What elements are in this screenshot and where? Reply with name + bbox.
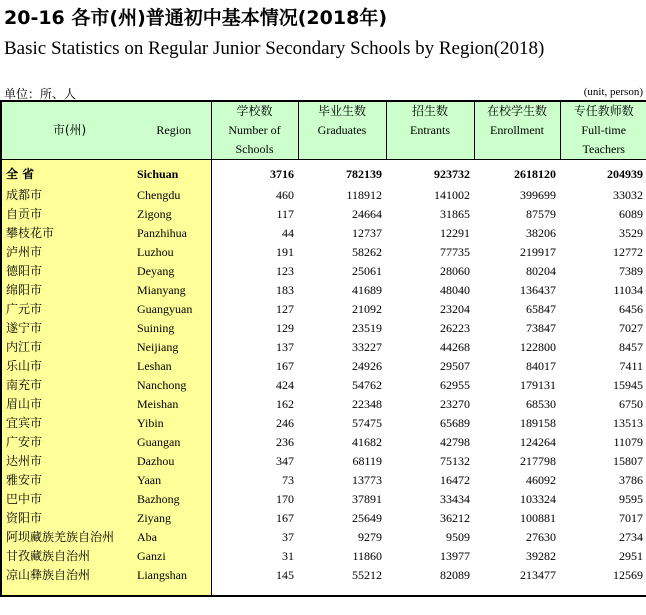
region-cn: 阿坝藏族羌族自治州 [1,528,137,547]
table-bottom-rule [0,595,646,597]
region-en: Guangan [137,433,211,452]
cell-teachers: 15945 [613,378,643,392]
cell-schools: 246 [276,416,294,430]
cell-enrollment: 219917 [520,245,556,259]
cell-enrollment: 46092 [526,473,556,487]
unit-label-en: (unit, person) [583,86,643,98]
region-cn: 雅安市 [1,471,137,490]
cell-schools: 123 [276,264,294,278]
region-cn: 攀枝花市 [1,224,137,243]
cell-enrollment: 189158 [520,416,556,430]
cell-enrollment: 65847 [526,302,556,316]
cell-teachers: 13513 [613,416,643,430]
region-cn: 凉山彝族自治州 [1,566,137,585]
table-row [1,509,646,528]
cell-graduates: 57475 [352,416,382,430]
header-schools: 学校数 Number of Schools [211,101,298,160]
region-en: Luzhou [137,243,211,262]
region-en: Guangyuan [137,300,211,319]
cell-graduates: 54762 [352,378,382,392]
cell-enrollment: 38206 [526,226,556,240]
region-cn: 广元市 [1,300,137,319]
table-row [1,357,646,376]
cell-enrollment: 84017 [526,359,556,373]
cell-enrollment: 136437 [520,283,556,297]
region-en: Chengdu [137,186,211,205]
table-row [1,300,646,319]
region-en: Leshan [137,357,211,376]
cell-enrollment: 27630 [526,530,556,544]
cell-schools: 127 [276,302,294,316]
cell-entrants: 75132 [440,454,470,468]
region-cn: 遂宁市 [1,319,137,338]
cell-graduates: 23519 [352,321,382,335]
cell-graduates: 13773 [352,473,382,487]
cell-enrollment: 217798 [520,454,556,468]
region-en: Yaan [137,471,211,490]
region-cn: 成都市 [1,186,137,205]
cell-schools: 31 [282,549,294,563]
page-title-en: Basic Statistics on Regular Junior Secondary Schools by Region(2018) [4,38,545,59]
cell-teachers: 11034 [613,283,643,297]
cell-entrants: 33434 [440,492,470,506]
cell-entrants: 28060 [440,264,470,278]
cell-teachers: 33032 [613,188,643,202]
statistics-table [0,100,646,595]
cell-graduates: 55212 [352,568,382,582]
cell-teachers: 15807 [613,454,643,468]
cell-entrants: 12291 [440,226,470,240]
table-row [1,243,646,262]
cell-graduates: 25061 [352,264,382,278]
region-cn: 资阳市 [1,509,137,528]
table-row [1,414,646,433]
region-en: Yibin [137,414,211,433]
table-row [1,490,646,509]
cell-enrollment: 103324 [520,492,556,506]
cell-enrollment: 39282 [526,549,556,563]
table-row [1,281,646,300]
cell-schools: 117 [276,207,294,221]
cell-teachers: 2734 [619,530,643,544]
header-row [1,101,646,160]
cell-schools: 170 [276,492,294,506]
cell-graduates: 12737 [352,226,382,240]
cell-teachers: 12772 [613,245,643,259]
header-graduates: 毕业生数 Graduates [298,101,386,160]
region-en: Panzhihua [137,224,211,243]
region-en: Ganzi [137,547,211,566]
region-cn: 甘孜藏族自治州 [1,547,137,566]
cell-schools: 73 [282,473,294,487]
region-en: Meishan [137,395,211,414]
page-title-cn: 20-16 各市(州)普通初中基本情况(2018年) [4,7,387,29]
region-en: Aba [137,528,211,547]
region-cn: 乐山市 [1,357,137,376]
table-row [1,452,646,471]
cell-enrollment: 122800 [520,340,556,354]
cell-teachers: 6456 [619,302,643,316]
region-cn: 泸州市 [1,243,137,262]
table-row [1,319,646,338]
cell-schools: 191 [276,245,294,259]
cell-graduates: 41689 [352,283,382,297]
header-enrollment: 在校学生数 Enrollment [474,101,560,160]
header-region-cn: 市(州) [1,101,137,160]
table-row [1,224,646,243]
cell-entrants: 13977 [440,549,470,563]
cell-teachers: 8457 [619,340,643,354]
cell-entrants: 23204 [440,302,470,316]
cell-entrants: 31865 [440,207,470,221]
cell-schools: 37 [282,530,294,544]
region-en: Nanchong [137,376,211,395]
table-row [1,433,646,452]
cell-enrollment: 179131 [520,378,556,392]
cell-graduates: 68119 [352,454,382,468]
cell-teachers: 6089 [619,207,643,221]
cell-graduates: 21092 [352,302,382,316]
cell-entrants: 26223 [440,321,470,335]
total-graduates: 782139 [346,167,382,181]
cell-graduates: 22348 [352,397,382,411]
table-row [1,566,646,585]
region-en: Dazhou [137,452,211,471]
cell-enrollment: 68530 [526,397,556,411]
cell-schools: 460 [276,188,294,202]
cell-schools: 145 [276,568,294,582]
cell-entrants: 82089 [440,568,470,582]
cell-schools: 167 [276,511,294,525]
cell-graduates: 37891 [352,492,382,506]
cell-entrants: 42798 [440,435,470,449]
cell-schools: 162 [276,397,294,411]
region-cn: 眉山市 [1,395,137,414]
cell-enrollment: 80204 [526,264,556,278]
cell-schools: 129 [276,321,294,335]
cell-enrollment: 124264 [520,435,556,449]
region-cn: 宜宾市 [1,414,137,433]
cell-enrollment: 100881 [520,511,556,525]
region-en: Suining [137,319,211,338]
region-cn: 南充市 [1,376,137,395]
region-en: Mianyang [137,281,211,300]
cell-entrants: 48040 [440,283,470,297]
cell-schools: 347 [276,454,294,468]
cell-schools: 236 [276,435,294,449]
cell-entrants: 141002 [434,188,470,202]
region-en: Liangshan [137,566,211,585]
cell-teachers: 9595 [619,492,643,506]
cell-graduates: 24664 [352,207,382,221]
table-end-filler [1,585,646,595]
cell-teachers: 7017 [619,511,643,525]
cell-graduates: 9279 [358,530,382,544]
cell-entrants: 62955 [440,378,470,392]
total-entrants: 923732 [434,167,470,181]
region-cn: 达州市 [1,452,137,471]
region-en: Deyang [137,262,211,281]
cell-schools: 44 [282,226,294,240]
cell-teachers: 7027 [619,321,643,335]
table-row [1,338,646,357]
table-row [1,205,646,224]
cell-enrollment: 87579 [526,207,556,221]
total-enrollment: 2618120 [514,167,556,181]
cell-entrants: 23270 [440,397,470,411]
cell-schools: 167 [276,359,294,373]
total-row [1,160,646,187]
region-en: Neijiang [137,338,211,357]
unit-label-cn: 单位：所、人 [4,87,77,101]
table-row [1,547,646,566]
header-region-en: Region [137,101,211,160]
cell-entrants: 77735 [440,245,470,259]
cell-schools: 137 [276,340,294,354]
cell-graduates: 11860 [352,549,382,563]
cell-graduates: 25649 [352,511,382,525]
region-cn: 德阳市 [1,262,137,281]
cell-graduates: 24926 [352,359,382,373]
cell-teachers: 7411 [619,359,643,373]
cell-entrants: 44268 [440,340,470,354]
cell-enrollment: 213477 [520,568,556,582]
cell-enrollment: 73847 [526,321,556,335]
table-row [1,528,646,547]
cell-teachers: 3786 [619,473,643,487]
cell-entrants: 16472 [440,473,470,487]
cell-entrants: 65689 [440,416,470,430]
region-cn: 绵阳市 [1,281,137,300]
cell-teachers: 2951 [619,549,643,563]
cell-entrants: 36212 [440,511,470,525]
cell-teachers: 7389 [619,264,643,278]
cell-entrants: 9509 [446,530,470,544]
cell-teachers: 3529 [619,226,643,240]
cell-teachers: 11079 [613,435,643,449]
header-teachers: 专任教师数 Full-time Teachers [560,101,646,160]
total-teachers: 204939 [607,167,643,181]
cell-graduates: 33227 [352,340,382,354]
table-row [1,471,646,490]
region-cn: 内江市 [1,338,137,357]
region-cn: 自贡市 [1,205,137,224]
total-schools: 3716 [270,167,294,181]
table-row [1,262,646,281]
total-region-en: Sichuan [137,160,211,187]
cell-graduates: 41682 [352,435,382,449]
cell-graduates: 58262 [352,245,382,259]
cell-graduates: 118912 [346,188,382,202]
total-region-cn: 全 省 [1,160,137,187]
cell-teachers: 12569 [613,568,643,582]
table-row [1,376,646,395]
header-entrants: 招生数 Entrants [386,101,474,160]
cell-teachers: 6750 [619,397,643,411]
region-cn: 巴中市 [1,490,137,509]
cell-schools: 424 [276,378,294,392]
cell-enrollment: 399699 [520,188,556,202]
region-cn: 广安市 [1,433,137,452]
cell-entrants: 29507 [440,359,470,373]
region-en: Ziyang [137,509,211,528]
region-en: Bazhong [137,490,211,509]
region-en: Zigong [137,205,211,224]
cell-schools: 183 [276,283,294,297]
table-row [1,186,646,205]
table-row [1,395,646,414]
